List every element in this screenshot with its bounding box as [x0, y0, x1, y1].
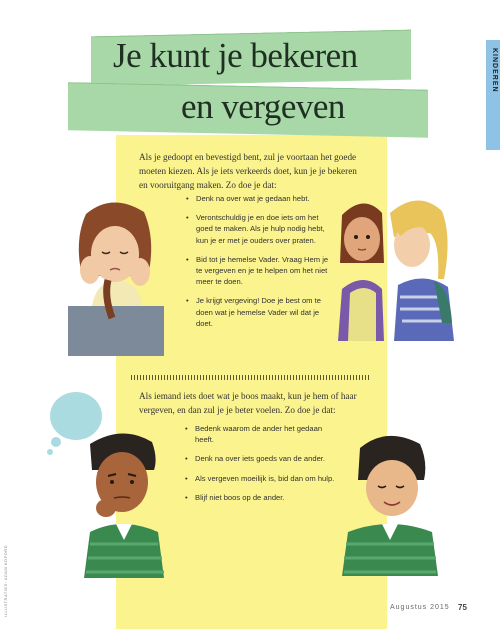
- list-item: • Bedenk waarom de ander het gedaan heeft.: [185, 423, 335, 445]
- list-item: • Als vergeven moeilijk is, bid dan om hulp.: [185, 473, 335, 484]
- list-item: • Je krijgt vergeving! Doe je best om te doen wat je hemelse Vader wil dat je doet.: [186, 295, 336, 329]
- list-item: • Blijf niet boos op de ander.: [185, 492, 335, 503]
- sad-girl-illustration: [68, 196, 164, 356]
- list-item: • Verontschuldig je en doe iets om het goed te maken. Als je hulp nodig hebt, kun je er met je ouders over praten.: [186, 212, 336, 246]
- page-number: 75: [458, 603, 467, 612]
- illustration-credit: ILLUSTRATIES: ADAM KOFORD: [3, 545, 8, 617]
- repent-steps: [186, 193, 336, 337]
- smiling-boy-illustration: [336, 430, 444, 576]
- whispering-girls-illustration: [334, 193, 460, 341]
- issue-date: Augustus 2015: [390, 604, 450, 611]
- list-item: • Denk na over iets goeds van de ander.: [185, 453, 335, 464]
- forgive-steps: [185, 423, 335, 511]
- section-divider: [131, 375, 371, 380]
- section-tab-label: KINDEREN: [491, 48, 498, 93]
- repent-intro: Als je gedoopt en bevestigd bent, zul je voortaan het goede moeten kiezen. Als je iets verkeerds doet, kun je je bekeren en vooruitgang maken. Zo doe je dat:: [139, 152, 357, 190]
- thinking-boy-illustration: [76, 428, 168, 578]
- forgive-intro: Als iemand iets doet wat je boos maakt, kun je hem of haar vergeven, en dan zul je je beter voelen. Zo doe je dat:: [139, 391, 357, 415]
- page-title-line-1: Je kunt je bekeren: [113, 36, 358, 75]
- list-item: • Bid tot je hemelse Vader. Vraag Hem je te vergeven en je te helpen om het niet meer te doen.: [186, 254, 336, 288]
- page-title-line-2: en vergeven: [181, 87, 345, 126]
- list-item: • Denk na over wat je gedaan hebt.: [186, 193, 336, 204]
- section-tab: [478, 0, 500, 629]
